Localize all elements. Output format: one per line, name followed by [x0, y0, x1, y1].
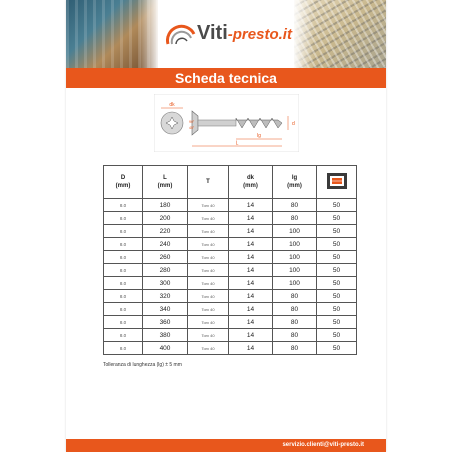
screw-shank [198, 120, 236, 126]
table-cell: 8.0 [104, 225, 143, 238]
table-cell: 80 [273, 329, 317, 342]
table-cell: 80 [273, 303, 317, 316]
table-cell: 50 [317, 290, 357, 303]
table-row [104, 238, 357, 251]
spec-table [103, 165, 357, 355]
table-cell: 50 [317, 251, 357, 264]
table-cell: Torx 40 [188, 277, 229, 290]
table-cell: Torx 40 [188, 342, 229, 355]
table-cell: 50 [317, 238, 357, 251]
col-header-l: L (mm) [143, 166, 188, 199]
table-cell: Torx 40 [188, 225, 229, 238]
table-cell: Torx 40 [188, 290, 229, 303]
table-cell: Torx 40 [188, 212, 229, 225]
table-cell: 80 [273, 316, 317, 329]
table-cell: 300 [143, 277, 188, 290]
table-body [104, 199, 357, 355]
col-header-lg: lg (mm) [273, 166, 317, 199]
table-cell: 340 [143, 303, 188, 316]
table-cell: 8.0 [104, 212, 143, 225]
table-cell: Torx 40 [188, 316, 229, 329]
table-cell: 14 [229, 342, 273, 355]
box-icon [326, 172, 348, 190]
table-cell: 50 [317, 316, 357, 329]
table-cell: 8.0 [104, 199, 143, 212]
table-cell: 8.0 [104, 342, 143, 355]
table-cell: 14 [229, 303, 273, 316]
table-cell: 50 [317, 212, 357, 225]
table-cell: 50 [317, 225, 357, 238]
table-cell: Torx 40 [188, 303, 229, 316]
table-cell: 240 [143, 238, 188, 251]
table-cell: 50 [317, 277, 357, 290]
table-cell: 8.0 [104, 238, 143, 251]
col-header-dk: dk (mm) [229, 166, 273, 199]
logo-arc-icon [166, 22, 196, 46]
table-cell: 100 [273, 225, 317, 238]
table-cell: 8.0 [104, 329, 143, 342]
angle-label-1: 90° [189, 120, 195, 124]
table-cell: 8.0 [104, 316, 143, 329]
col-header-d: D (mm) [104, 166, 143, 199]
table-cell: 14 [229, 329, 273, 342]
table-row [104, 225, 357, 238]
screw-technical-drawing [154, 94, 299, 152]
table-cell: 380 [143, 329, 188, 342]
table-row [104, 342, 357, 355]
table-cell: 180 [143, 199, 188, 212]
dim-dk-label: dk [169, 102, 175, 108]
table-cell: 260 [143, 251, 188, 264]
datasheet-page [66, 0, 386, 452]
table-cell: 400 [143, 342, 188, 355]
table-cell: 14 [229, 277, 273, 290]
table-cell: 14 [229, 225, 273, 238]
table-cell: 50 [317, 303, 357, 316]
brand-logo [166, 20, 316, 50]
table-cell: 50 [317, 199, 357, 212]
table-cell: Torx 40 [188, 251, 229, 264]
table-cell: Torx 40 [188, 199, 229, 212]
table-row [104, 264, 357, 277]
table-cell: 14 [229, 212, 273, 225]
table-cell: 80 [273, 212, 317, 225]
table-row [104, 277, 357, 290]
table-cell: 360 [143, 316, 188, 329]
brand-name: Viti-presto.it [197, 22, 292, 44]
table-row [104, 303, 357, 316]
table-cell: 220 [143, 225, 188, 238]
table-row [104, 199, 357, 212]
table-row [104, 212, 357, 225]
table-row [104, 290, 357, 303]
table-cell: 14 [229, 290, 273, 303]
table-cell: 8.0 [104, 277, 143, 290]
table-cell: Torx 40 [188, 238, 229, 251]
col-header-box [317, 166, 357, 199]
table-cell: 280 [143, 264, 188, 277]
table-cell: 50 [317, 264, 357, 277]
table-row [104, 329, 357, 342]
header [66, 0, 386, 68]
table-cell: 14 [229, 316, 273, 329]
col-header-t: T [188, 166, 229, 199]
dim-l-label: L [235, 140, 239, 147]
table-cell: 320 [143, 290, 188, 303]
contact-email: servizio.clienti@viti-presto.it [282, 442, 364, 448]
table-cell: 50 [317, 342, 357, 355]
table-cell: 50 [317, 329, 357, 342]
table-cell: 14 [229, 199, 273, 212]
dim-lg-label: lg [257, 133, 261, 139]
table-cell: Torx 40 [188, 329, 229, 342]
table-cell: 80 [273, 342, 317, 355]
table-cell: 100 [273, 251, 317, 264]
table-cell: 8.0 [104, 290, 143, 303]
table-cell: 100 [273, 264, 317, 277]
dim-d-label: d [292, 121, 295, 127]
table-cell: 80 [273, 290, 317, 303]
page-title: Scheda tecnica [66, 68, 386, 88]
table-row [104, 251, 357, 264]
table-cell: 80 [273, 199, 317, 212]
table-cell: 14 [229, 238, 273, 251]
table-cell: 8.0 [104, 251, 143, 264]
table-cell: 100 [273, 238, 317, 251]
table-cell: 100 [273, 277, 317, 290]
table-cell: 8.0 [104, 264, 143, 277]
table-cell: Torx 40 [188, 264, 229, 277]
table-header-row [104, 166, 357, 199]
table-row [104, 316, 357, 329]
table-cell: 14 [229, 251, 273, 264]
length-tolerance-note: Tolleranza di lunghezza (lg) ± 5 mm [103, 362, 182, 368]
table-cell: 8.0 [104, 303, 143, 316]
table-cell: 14 [229, 264, 273, 277]
table-cell: 200 [143, 212, 188, 225]
footer-band [66, 439, 386, 452]
angle-label-2: 45° [189, 126, 195, 130]
